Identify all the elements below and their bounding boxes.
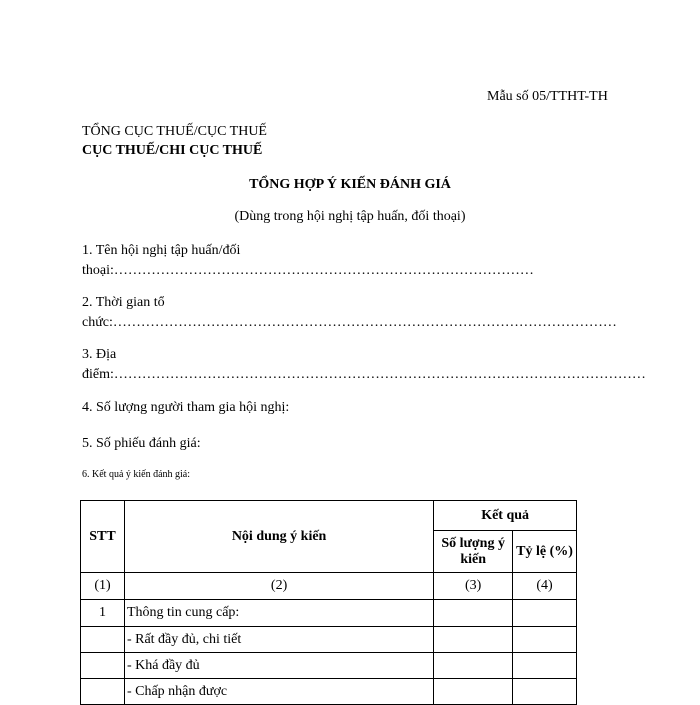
field-location-label: 3. Địa [82, 347, 117, 362]
table-row [81, 653, 577, 679]
row-stt [81, 627, 125, 653]
row-rate-cell [513, 679, 577, 705]
table-row [81, 627, 577, 653]
field-time-label: 2. Thời gian tổ [82, 295, 165, 310]
field-time-blank: chức:……………………………………………………………………………………………… [82, 315, 617, 330]
document-subtitle: (Dùng trong hội nghị tập huấn, đối thoại) [234, 209, 466, 224]
header-count: Số lượng ý kiến [434, 531, 513, 573]
row-stt: 1 [81, 600, 125, 627]
header-rate: Tỷ lệ (%) [513, 531, 577, 573]
row-content: - Khá đầy đủ [124, 653, 433, 679]
results-table [80, 500, 577, 705]
index-cell: (4) [513, 573, 577, 600]
row-content: Thông tin cung cấp: [124, 600, 433, 627]
row-stt [81, 653, 125, 679]
row-count-cell [434, 679, 513, 705]
row-content: - Rất đầy đủ, chi tiết [124, 627, 433, 653]
row-content: - Chấp nhận được [124, 679, 433, 705]
row-rate-cell [513, 600, 577, 627]
form-code: Mẫu số 05/TTHT-TH [487, 89, 608, 104]
table-row [81, 600, 577, 627]
index-row [81, 573, 577, 600]
agency-line-1: TỔNG CỤC THUẾ/CỤC THUẾ [82, 124, 267, 139]
row-rate-cell [513, 627, 577, 653]
row-stt [81, 679, 125, 705]
index-cell: (3) [434, 573, 513, 600]
document-title: TỔNG HỢP Ý KIẾN ĐÁNH GIÁ [249, 177, 451, 192]
index-cell: (1) [81, 573, 125, 600]
header-content: Nội dung ý kiến [124, 501, 433, 573]
row-rate-cell [513, 653, 577, 679]
row-count-cell [434, 627, 513, 653]
header-result: Kết quả [434, 501, 577, 531]
field-ballots: 5. Số phiếu đánh giá: [82, 436, 201, 451]
table-row [81, 679, 577, 705]
field-participants: 4. Số lượng người tham gia hội nghị: [82, 400, 290, 415]
agency-line-2: CỤC THUẾ/CHI CỤC THUẾ [82, 143, 263, 158]
row-count-cell [434, 600, 513, 627]
field-location-blank: điểm:…………………………………………………………………………………………………… [82, 367, 646, 382]
header-stt: STT [81, 501, 125, 573]
field-results-heading: 6. Kết quả ý kiến đánh giá: [82, 469, 191, 480]
index-cell: (2) [124, 573, 433, 600]
field-conference-name-blank: thoại:……………………………………………………………………………… [82, 263, 534, 278]
row-count-cell [434, 653, 513, 679]
field-conference-name-label: 1. Tên hội nghị tập huấn/đối [82, 243, 241, 258]
